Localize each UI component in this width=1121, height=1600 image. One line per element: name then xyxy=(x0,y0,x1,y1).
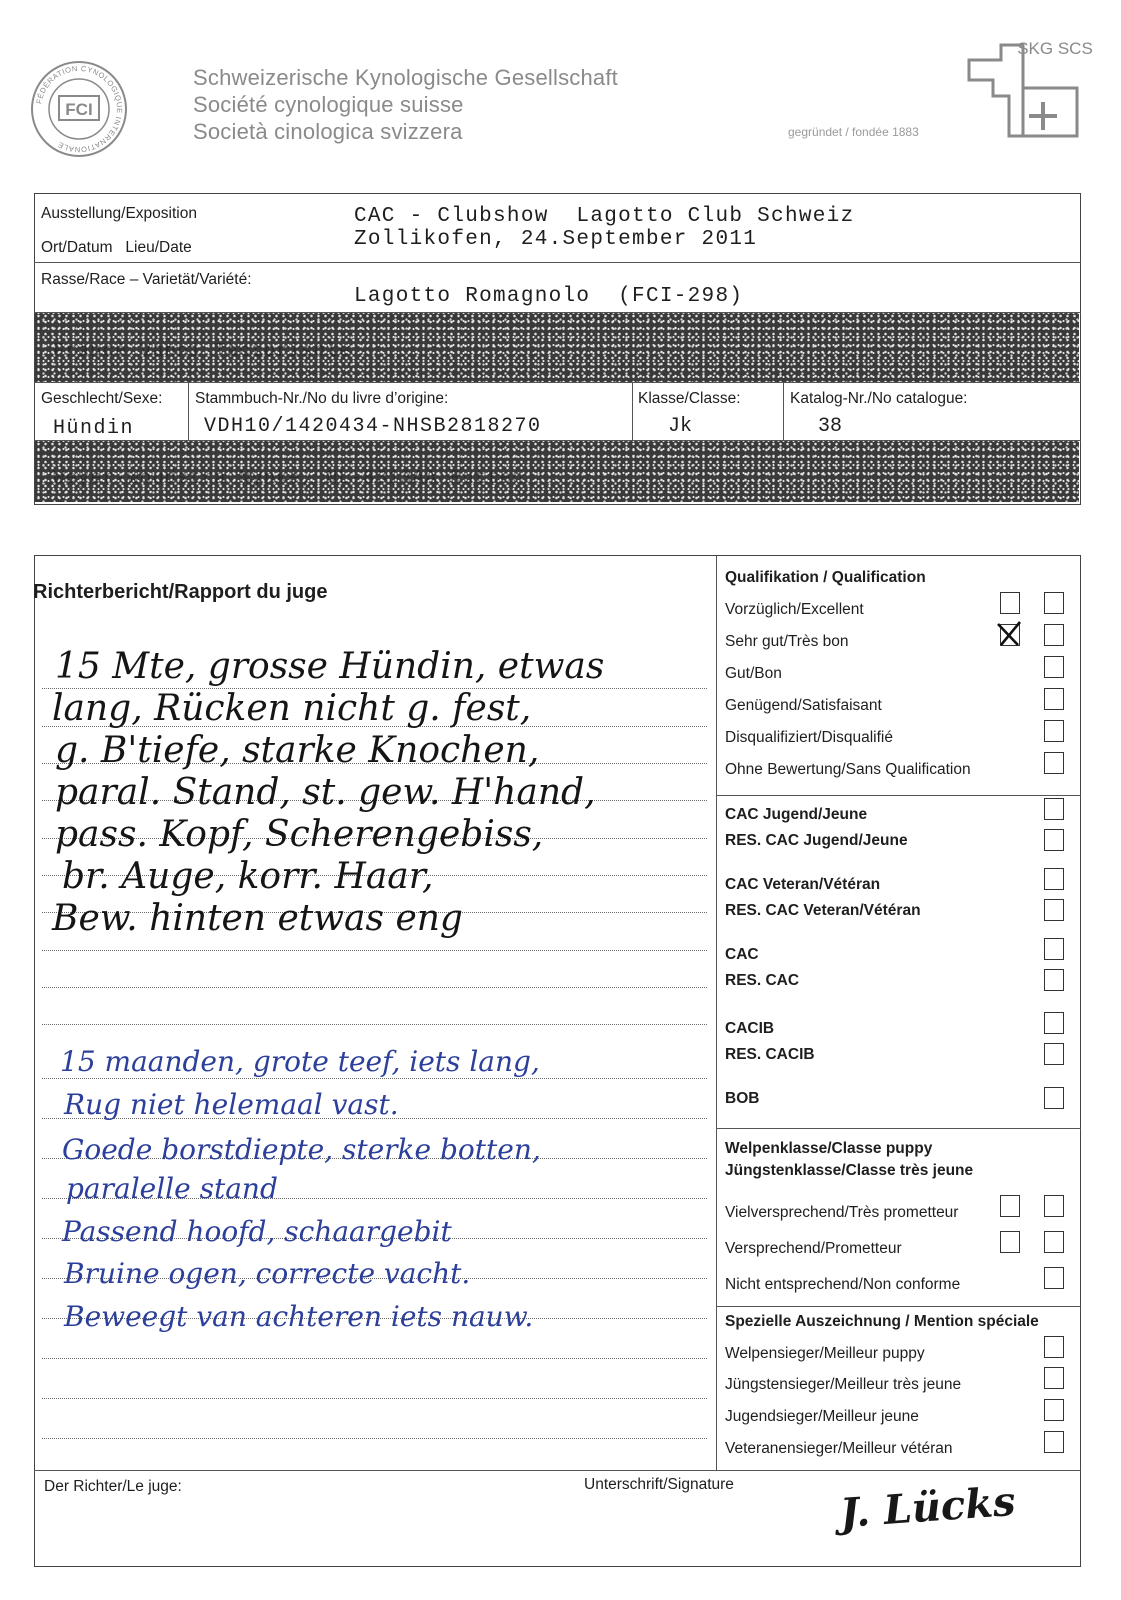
title-checkbox[interactable] xyxy=(1044,1012,1064,1034)
special-label: Veteranensieger/Meilleur vétéran xyxy=(725,1440,953,1457)
skg-logo-text: SKG SCS xyxy=(1017,39,1093,58)
title-label: CAC xyxy=(725,946,759,963)
title-label: RES. CAC Jugend/Jeune xyxy=(725,832,908,849)
qualification-label: Genügend/Satisfaisant xyxy=(725,697,882,714)
handwritten-nl-line: Goede borstdiepte, sterke botten, xyxy=(62,1133,541,1166)
qualification-label: Ohne Bewertung/Sans Qualification xyxy=(725,761,971,778)
title-checkbox[interactable] xyxy=(1044,829,1064,851)
studbook-value: VDH10/1420434-NHSB2818270 xyxy=(204,415,542,438)
qualification-checkbox[interactable] xyxy=(1044,592,1064,614)
judge-signature: J. Lücks xyxy=(838,1477,1017,1538)
handwritten-de-line: 15 Mte, grosse Hündin, etwas xyxy=(55,646,605,687)
handwritten-nl-line: 15 maanden, grote teef, iets lang, xyxy=(60,1045,540,1078)
title-label: RES. CACIB xyxy=(725,1046,815,1063)
check-x-icon xyxy=(996,621,1022,647)
puppy-checkbox[interactable] xyxy=(1044,1231,1064,1253)
handwritten-de-line: br. Auge, korr. Haar, xyxy=(62,856,434,897)
handwritten-de-line: paral. Stand, st. gew. H'hand, xyxy=(55,772,596,813)
puppy-checkbox[interactable] xyxy=(1000,1231,1020,1253)
studbook-label: Stammbuch-Nr./No du livre d’origine: xyxy=(195,390,449,407)
special-label: Welpensieger/Meilleur puppy xyxy=(725,1345,925,1362)
special-checkbox[interactable] xyxy=(1044,1367,1064,1389)
title-checkbox[interactable] xyxy=(1044,1087,1064,1109)
qualification-checkbox[interactable] xyxy=(1044,688,1064,710)
special-label: Jugendsieger/Meilleur jeune xyxy=(725,1408,919,1425)
handwritten-de-line: Bew. hinten etwas eng xyxy=(52,898,463,939)
qualification-checkbox[interactable] xyxy=(1000,592,1020,614)
report-title: Richterbericht/Rapport du juge xyxy=(33,581,328,603)
handwritten-de-line: g. B'tiefe, starke Knochen, xyxy=(55,730,540,771)
exhibition-label: Ausstellung/Exposition xyxy=(41,205,197,222)
founded-text: gegründet / fondée 1883 xyxy=(788,125,919,139)
handwritten-nl-line: paralelle stand xyxy=(66,1172,278,1205)
fci-logo xyxy=(28,58,130,160)
special-checkbox[interactable] xyxy=(1044,1431,1064,1453)
breed-value: Lagotto Romagnolo (FCI-298) xyxy=(354,285,744,308)
puppy-checkbox[interactable] xyxy=(1000,1195,1020,1217)
title-label: CAC Veteran/Vétéran xyxy=(725,876,881,893)
org-name-it: Società cinologica svizzera xyxy=(193,119,463,144)
puppy-label: Nicht entsprechend/Non conforme xyxy=(725,1276,961,1293)
class-value: Jk xyxy=(668,415,693,438)
special-label: Jüngstensieger/Meilleur très jeune xyxy=(725,1376,962,1393)
youngest-title: Jüngstenklasse/Classe très jeune xyxy=(725,1162,974,1179)
title-checkbox[interactable] xyxy=(1044,938,1064,960)
puppy-label: Versprechend/Prometteur xyxy=(725,1240,902,1257)
qualification-label: Vorzüglich/Excellent xyxy=(725,601,864,618)
redacted-owner: Weyer-Woudstra Nynke, NL-8313AA Rutten xyxy=(53,467,525,489)
handwritten-de-line: pass. Kopf, Scherengebiss, xyxy=(55,814,544,855)
fci-logo-text: FCI xyxy=(65,100,93,119)
special-checkbox[interactable] xyxy=(1044,1399,1064,1421)
fci-ring-text: FÉDÉRATION CYNOLOGIQUE INTERNATIONALE xyxy=(34,63,125,155)
handwritten-nl-line: Rug niet helemaal vast. xyxy=(64,1088,399,1121)
title-label: RES. CAC xyxy=(725,972,800,989)
judge-label: Der Richter/Le juge: xyxy=(44,1478,182,1495)
title-label: CACIB xyxy=(725,1020,775,1037)
qualification-checkbox-checked[interactable] xyxy=(1000,624,1020,646)
handwritten-de-line: lang, Rücken nicht g. fest, xyxy=(52,688,532,729)
breed-label: Rasse/Race – Varietät/Variété: xyxy=(41,271,252,288)
title-checkbox[interactable] xyxy=(1044,899,1064,921)
qualification-label: Sehr gut/Très bon xyxy=(725,633,849,650)
redacted-owner-bar xyxy=(35,441,1079,502)
qualification-title: Qualifikation / Qualification xyxy=(725,569,926,586)
sex-value: Hündin xyxy=(53,417,135,440)
title-checkbox[interactable] xyxy=(1044,969,1064,991)
place-date-label: Ort/Datum Lieu/Date xyxy=(41,239,192,256)
qualification-checkbox[interactable] xyxy=(1044,720,1064,742)
sex-label: Geschlecht/Sexe: xyxy=(41,390,163,407)
puppy-checkbox[interactable] xyxy=(1044,1195,1064,1217)
puppy-label: Vielversprechend/Très prometteur xyxy=(725,1204,959,1221)
org-name-fr: Société cynologique suisse xyxy=(193,92,464,117)
title-checkbox[interactable] xyxy=(1044,868,1064,890)
place-date-value: Zollikofen, 24.September 2011 xyxy=(354,228,758,251)
title-checkbox[interactable] xyxy=(1044,798,1064,820)
org-name-de: Schweizerische Kynologische Gesellschaft xyxy=(193,65,618,90)
skg-logo xyxy=(965,30,1093,142)
redacted-dog-name: Francè Vanni Tactorisole xyxy=(53,340,351,362)
special-title: Spezielle Auszeichnung / Mention spéciale xyxy=(725,1313,1039,1330)
redacted-dog-name-bar xyxy=(35,313,1079,382)
qualification-checkbox[interactable] xyxy=(1044,624,1064,646)
qualification-label: Gut/Bon xyxy=(725,665,782,682)
catalog-value: 38 xyxy=(818,415,843,438)
signature-label: Unterschrift/Signature xyxy=(584,1476,734,1493)
exhibition-value: CAC - Clubshow Lagotto Club Schweiz xyxy=(354,205,855,228)
qualification-label: Disqualifiziert/Disqualifié xyxy=(725,729,893,746)
qualification-checkbox[interactable] xyxy=(1044,752,1064,774)
title-label: CAC Jugend/Jeune xyxy=(725,806,868,823)
handwritten-nl-line: Passend hoofd, schaargebit xyxy=(62,1215,452,1248)
qualification-checkbox[interactable] xyxy=(1044,656,1064,678)
special-checkbox[interactable] xyxy=(1044,1336,1064,1358)
title-label: RES. CAC Veteran/Vétéran xyxy=(725,902,921,919)
puppy-checkbox[interactable] xyxy=(1044,1267,1064,1289)
handwritten-nl-line: Beweegt van achteren iets nauw. xyxy=(64,1300,534,1333)
catalog-label: Katalog-Nr./No catalogue: xyxy=(790,390,968,407)
puppy-title: Welpenklasse/Classe puppy xyxy=(725,1140,933,1157)
handwritten-nl-line: Bruine ogen, correcte vacht. xyxy=(64,1257,471,1290)
class-label: Klasse/Classe: xyxy=(638,390,741,407)
title-checkbox[interactable] xyxy=(1044,1043,1064,1065)
title-label: BOB xyxy=(725,1090,760,1107)
